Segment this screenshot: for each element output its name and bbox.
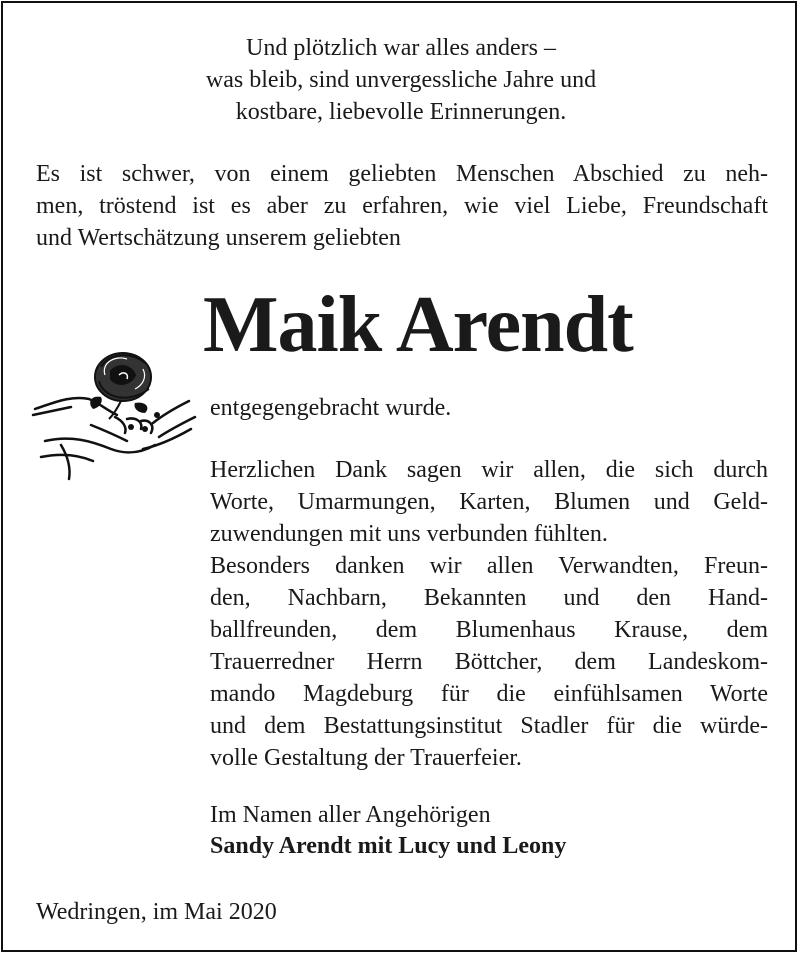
verse-line-1: Und plötzlich war alles anders – [246, 35, 556, 61]
signature: Sandy Arendt mit Lucy und Leony [210, 833, 567, 859]
thanks-line-7: Trauerredner Herrn Böttcher, dem Landeskom- [210, 649, 768, 675]
thanks-line-4: Besonders danken wir allen Verwandten, Freun- [210, 553, 768, 579]
thanks-line-5: den, Nachbarn, Bekannten und den Hand- [210, 585, 768, 611]
thanks-line-1: Herzlichen Dank sagen wir allen, die sich durch [210, 457, 768, 483]
verse-line-3: kostbare, liebevolle Erinnerungen. [235, 99, 567, 125]
deceased-name: Maik Arendt [203, 281, 633, 369]
verse-line-2: was bleib, sind unvergessliche Jahre und [205, 67, 597, 93]
after-name-text: entgegengebracht wurde. [210, 395, 452, 421]
obituary-notice [1, 1, 797, 952]
thanks-line-9: und dem Bestattungsinstitut Stadler für die würde- [210, 713, 768, 739]
place-date: Wedringen, im Mai 2020 [36, 899, 277, 925]
thanks-line-3: zuwendungen mit uns verbunden fühlten. [210, 521, 608, 547]
closing-text: Im Namen aller Angehörigen [210, 802, 491, 828]
thanks-line-6: ballfreunden, dem Blumenhaus Krause, dem [210, 617, 768, 643]
intro-line-1: Es ist schwer, von einem geliebten Menschen Abschied zu neh- [36, 161, 768, 187]
thanks-line-10: volle Gestaltung der Trauerfeier. [210, 745, 522, 771]
thanks-line-8: mando Magdeburg für die einfühlsamen Worte [210, 681, 768, 707]
intro-line-2: men, tröstend ist es aber zu erfahren, wie viel Liebe, Freundschaft [36, 193, 768, 219]
intro-line-3: und Wertschätzung unserem geliebten [36, 225, 401, 251]
rose-in-hands-icon [31, 345, 201, 485]
thanks-line-2: Worte, Umarmungen, Karten, Blumen und Geld- [210, 489, 768, 515]
